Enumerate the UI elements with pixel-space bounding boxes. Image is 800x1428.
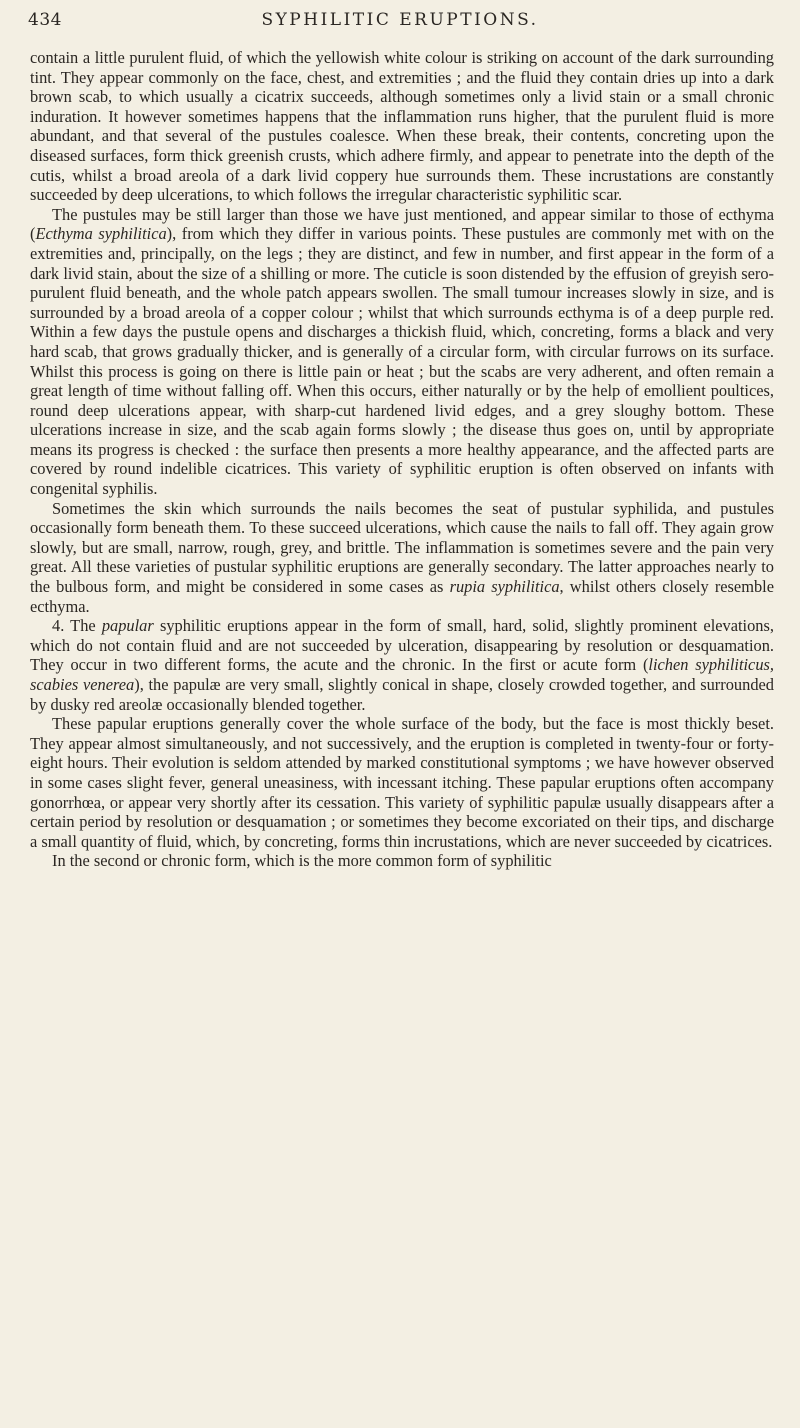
italic-term: rupia syphilitica [449,577,560,597]
text-run: 4. The [52,616,102,636]
paragraph [30,499,774,617]
text-run: contain a little purulent fluid, of which the yellowish white colour is striking on account of the dark surrounding tint. They appear commonly on the face, chest, and extremities ; and the fluid they contain dries up into a dark brown scab, to which usually a cicatrix succeeds, although sometimes only a livid stain or a small chronic induration. It however sometimes happens that the inflammation runs higher, that the purulent fluid is more abundant, and that several of the pustules coalesce. When these break, their contents, concreting upon the diseased surfaces, form thick greenish crusts, which adhere firmly, and appear to penetrate into the depth of the cutis, whilst a broad areola of a dark livid coppery hue surrounds them. These incrustations are constantly succeeded by deep ulcerations, to which follows the irregular characteristic syphilitic scar. [30,48,774,205]
paragraph [30,616,774,714]
paragraph [30,851,774,871]
paragraph [30,48,774,205]
text-run: ), from which they differ in various points. These pustules are commonly met with on the extremities and, principally, on the legs ; they are distinct, and few in number, and first appear in the form of a dark livid stain, about the size of a shilling or more. The cuticle is soon distended by the effusion of greyish sero-purulent fluid beneath, and the whole patch appears swollen. The small tumour increases slowly in size, and is surrounded by a broad areola of a copper colour ; whilst that which surrounds ecthyma is of a deep purple red. Within a few days the pustule opens and discharges a thickish fluid, which, concreting, forms a black and very hard scab, that grows gradually thicker, and is generally of a circular form, with circular furrows on its surface. Whilst this process is going on there is little pain or heat ; but the scabs are very adherent, and often remain a great length of time without falling off. When this occurs, either naturally or by the help of emollient poultices, round deep ulcerations appear, with sharp-cut hardened livid edges, and a grey sloughy bottom. These ulcerations increase in size, and the scab again forms slowly ; the disease thus goes on, until by appropriate means its progress is checked : the surface then presents a more healthy appearance, and the affected parts are covered by round indelible cicatrices. This variety of syphilitic eruption is often observed on infants with congenital syphilis. [30,224,774,499]
italic-term: lichen syphiliticus, scabies venerea [30,655,775,694]
text-run: Sometimes the skin which surrounds the nails becomes the seat of pustular syphilida, and pustules occasionally form beneath them. To these succeed ulcerations, which cause the nails to fall off. They again grow slowly, but are small, narrow, rough, grey, and brittle. The inflammation is sometimes severe and the pain very great. All these varieties of pustular syphilitic eruptions are generally secondary. The latter approaches nearly to the bulbous form, and might be considered in some cases as [30,498,774,597]
page-header [28,8,772,34]
text-run: syphilitic eruptions appear in the form of small, hard, solid, slightly prominent elevations, which do not contain fluid and are not succeeded by ulceration, disappearing by resolution or desquamation. They occur in two different forms, the acute and the chronic. In the first or acute form ( [30,616,774,675]
page-number: 434 [28,10,62,30]
paragraph [30,714,774,851]
italic-term: papular [101,616,154,636]
text-run: , whilst others closely resemble ecthyma. [30,577,774,616]
italic-term: Ecthyma syphilitica [35,224,167,244]
text-run: These papular eruptions generally cover the whole surface of the body, but the face is most thickly beset. They appear almost simultaneously, and not successively, and the eruption is completed in twenty-four or forty-eight hours. Their evolution is seldom attended by marked constitutional symptoms ; we have however observed in some cases slight fever, general uneasiness, with incessant itching. These papular eruptions often accompany gonorrhœa, or appear very shortly after its cessation. This variety of syphilitic papulæ usually disappears after a certain period by resolution or desquamation ; or sometimes they become excoriated on their tips, and discharge a small quantity of fluid, which, by concreting, forms thin incrustations, which are never succeeded by cicatrices. [30,714,774,851]
body-text [30,48,774,871]
paragraph [30,205,774,499]
text-run: ), the papulæ are very small, slightly conical in shape, closely crowded together, and surrounded by dusky red areolæ occasionally blended together. [30,675,774,714]
text-run: The pustules may be still larger than those we have just mentioned, and appear similar to those of ecthyma ( [30,204,774,244]
running-head: SYPHILITIC ERUPTIONS. [261,10,539,30]
text-run: In the second or chronic form, which is the more common form of syphilitic [52,851,552,871]
